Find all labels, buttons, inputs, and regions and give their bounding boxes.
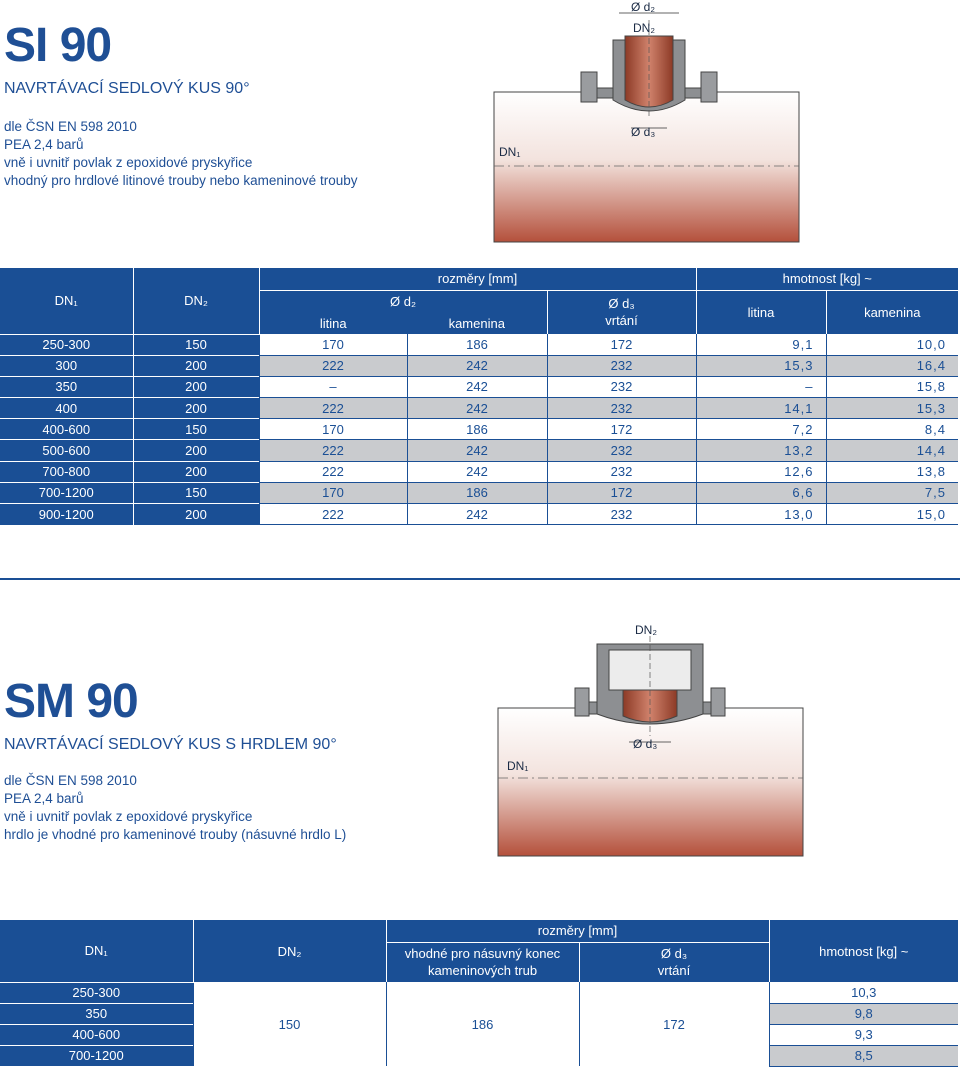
- sm-diagram-dn1-label: DN₁: [507, 759, 529, 773]
- si-d2-kamenina-cell: 242: [407, 398, 547, 419]
- si-table-row: [0, 398, 958, 419]
- si-header-d2-kamenina: kamenina: [407, 312, 547, 334]
- si-desc-line: vně i uvnitř povlak z epoxidové pryskyřice: [4, 155, 253, 170]
- si-d3-cell: 232: [547, 440, 696, 461]
- sm-dimension-table: [0, 920, 958, 1067]
- sm-diagram-d3-label: Ø d₃: [633, 737, 658, 751]
- sm-header-hmotnost: hmotnost [kg] ~: [769, 920, 958, 982]
- si-table-row: [0, 504, 958, 525]
- si-dn1-cell: 900-1200: [0, 504, 133, 525]
- section-divider: [0, 578, 960, 580]
- si-d2-litina-cell: 222: [259, 398, 407, 419]
- si-table-row: [0, 440, 958, 461]
- si-weight-kamenina-cell: 15,0: [826, 504, 958, 525]
- si-d2-kamenina-cell: 242: [407, 504, 547, 525]
- si-weight-kamenina-cell: 14,4: [826, 440, 958, 461]
- sm-weight-cell: 9,8: [769, 1003, 958, 1024]
- si-dn2-cell: 200: [133, 398, 259, 419]
- sm-desc-line: vně i uvnitř povlak z epoxidové pryskyřice: [4, 809, 253, 824]
- si-weight-kamenina-cell: 13,8: [826, 461, 958, 482]
- sm-header-konec-line1: vhodné pro násuvný konec: [404, 946, 561, 962]
- si-d2-kamenina-cell: 242: [407, 461, 547, 482]
- si-desc-line: vhodný pro hrdlové litinové trouby nebo kameninové trouby: [4, 173, 358, 188]
- si-header-d2: Ø d₂: [259, 290, 547, 312]
- si-d3-cell: 232: [547, 504, 696, 525]
- si-header-dn1: DN₁: [0, 268, 133, 334]
- sm-dn2-cell: 150: [193, 982, 386, 1066]
- sm-dn1-cell: 400-600: [0, 1024, 193, 1045]
- si-d3-cell: 232: [547, 461, 696, 482]
- si-description: [4, 118, 357, 190]
- si-diagram-dn2-label: DN₂: [633, 21, 655, 35]
- si-dn2-cell: 150: [133, 482, 259, 503]
- sm-desc-line: PEA 2,4 barů: [4, 791, 84, 806]
- si-table-row: [0, 334, 958, 355]
- sm-saddle-diagram: [497, 618, 805, 858]
- si-weight-kamenina-cell: 7,5: [826, 482, 958, 503]
- si-d2-litina-cell: 170: [259, 482, 407, 503]
- si-d2-litina-cell: 170: [259, 334, 407, 355]
- si-d3-cell: 232: [547, 355, 696, 376]
- si-header-weight-litina: litina: [696, 290, 826, 334]
- si-d2-litina-cell: –: [259, 376, 407, 397]
- si-weight-litina-cell: 13,0: [696, 504, 826, 525]
- si-table-row: [0, 461, 958, 482]
- si-weight-litina-cell: –: [696, 376, 826, 397]
- si-d2-litina-cell: 222: [259, 504, 407, 525]
- si-table-row: [0, 419, 958, 440]
- sm-weight-cell: 9,3: [769, 1024, 958, 1045]
- si-dn2-cell: 150: [133, 334, 259, 355]
- sm-konec-cell: 186: [386, 982, 579, 1066]
- sm-header-rozmery: rozměry [mm]: [386, 920, 769, 942]
- si-dn1-cell: 400-600: [0, 419, 133, 440]
- si-weight-litina-cell: 13,2: [696, 440, 826, 461]
- sm-dn1-cell: 700-1200: [0, 1045, 193, 1066]
- si-header-d3: [547, 290, 696, 334]
- si-d2-kamenina-cell: 242: [407, 440, 547, 461]
- sm-header-dn1: DN₁: [0, 920, 193, 982]
- si-d3-cell: 172: [547, 334, 696, 355]
- sm-weight-cell: 8,5: [769, 1045, 958, 1066]
- si-dimension-table: [0, 268, 958, 525]
- si-d2-litina-cell: 222: [259, 440, 407, 461]
- si-d3-cell: 232: [547, 376, 696, 397]
- si-dn1-cell: 300: [0, 355, 133, 376]
- si-d2-litina-cell: 170: [259, 419, 407, 440]
- sm-header-d3-label: Ø d₃: [660, 946, 688, 962]
- si-dn1-cell: 350: [0, 376, 133, 397]
- sm-header-vrtani: vrtání: [657, 963, 691, 979]
- si-weight-litina-cell: 15,3: [696, 355, 826, 376]
- si-dn2-cell: 200: [133, 461, 259, 482]
- sm-header-dn2: DN₂: [193, 920, 386, 982]
- si-header-d3-label: Ø d₃: [608, 296, 635, 312]
- si-d2-litina-cell: 222: [259, 461, 407, 482]
- si-d2-kamenina-cell: 242: [407, 355, 547, 376]
- si-weight-litina-cell: 6,6: [696, 482, 826, 503]
- si-header-weight-kamenina: kamenina: [826, 290, 958, 334]
- si-table-row: [0, 355, 958, 376]
- si-dn2-cell: 150: [133, 419, 259, 440]
- si-dn1-cell: 700-800: [0, 461, 133, 482]
- si-weight-kamenina-cell: 10,0: [826, 334, 958, 355]
- si-dn2-cell: 200: [133, 440, 259, 461]
- si-header-dn2: DN₂: [133, 268, 259, 334]
- sm-d3-cell: 172: [579, 982, 769, 1066]
- si-dn2-cell: 200: [133, 504, 259, 525]
- si-header-vrtani: vrtání: [605, 313, 638, 329]
- si-header-rozmery: rozměry [mm]: [259, 268, 696, 290]
- si-d2-kamenina-cell: 186: [407, 482, 547, 503]
- si-d2-kamenina-cell: 186: [407, 419, 547, 440]
- sm-desc-line: dle ČSN EN 598 2010: [4, 773, 137, 788]
- si-d3-cell: 172: [547, 419, 696, 440]
- si-diagram-d2-label: Ø d₂: [631, 0, 655, 14]
- sm-header-konec: [386, 942, 579, 982]
- sm-product-code: SM 90: [4, 675, 138, 728]
- sm-description: [4, 772, 346, 844]
- si-d2-kamenina-cell: 186: [407, 334, 547, 355]
- si-dn1-cell: 500-600: [0, 440, 133, 461]
- sm-desc-line: hrdlo je vhodné pro kameninové trouby (násuvné hrdlo L): [4, 827, 347, 842]
- si-weight-kamenina-cell: 16,4: [826, 355, 958, 376]
- si-weight-kamenina-cell: 15,3: [826, 398, 958, 419]
- sm-dn1-cell: 250-300: [0, 982, 193, 1003]
- si-weight-litina-cell: 7,2: [696, 419, 826, 440]
- si-table-row: [0, 376, 958, 397]
- si-diagram-dn1-label: DN₁: [499, 145, 521, 159]
- si-d3-cell: 232: [547, 398, 696, 419]
- si-header-hmotnost: hmotnost [kg] ~: [696, 268, 958, 290]
- sm-header-d3: [579, 942, 769, 982]
- sm-weight-cell: 10,3: [769, 982, 958, 1003]
- si-header-d2-litina: litina: [259, 312, 407, 334]
- sm-diagram-dn2-label: DN₂: [635, 623, 657, 637]
- si-table-row: [0, 482, 958, 503]
- si-weight-litina-cell: 9,1: [696, 334, 826, 355]
- sm-header-konec-line2: kameninových trub: [427, 963, 538, 979]
- si-dn1-cell: 400: [0, 398, 133, 419]
- si-dn1-cell: 700-1200: [0, 482, 133, 503]
- si-weight-litina-cell: 12,6: [696, 461, 826, 482]
- si-weight-litina-cell: 14,1: [696, 398, 826, 419]
- si-product-title: NAVRTÁVACÍ SEDLOVÝ KUS 90°: [4, 80, 250, 97]
- si-d3-cell: 172: [547, 482, 696, 503]
- si-dn1-cell: 250-300: [0, 334, 133, 355]
- sm-dn1-cell: 350: [0, 1003, 193, 1024]
- si-dn2-cell: 200: [133, 376, 259, 397]
- si-d2-litina-cell: 222: [259, 355, 407, 376]
- sm-product-title: NAVRTÁVACÍ SEDLOVÝ KUS S HRDLEM 90°: [4, 736, 337, 753]
- si-desc-line: dle ČSN EN 598 2010: [4, 119, 137, 134]
- si-product-code: SI 90: [4, 19, 112, 72]
- si-dn2-cell: 200: [133, 355, 259, 376]
- si-weight-kamenina-cell: 8,4: [826, 419, 958, 440]
- si-saddle-diagram: [493, 0, 801, 244]
- si-d2-kamenina-cell: 242: [407, 376, 547, 397]
- si-weight-kamenina-cell: 15,8: [826, 376, 958, 397]
- si-diagram-d3-label: Ø d₃: [631, 125, 656, 139]
- si-desc-line: PEA 2,4 barů: [4, 137, 84, 152]
